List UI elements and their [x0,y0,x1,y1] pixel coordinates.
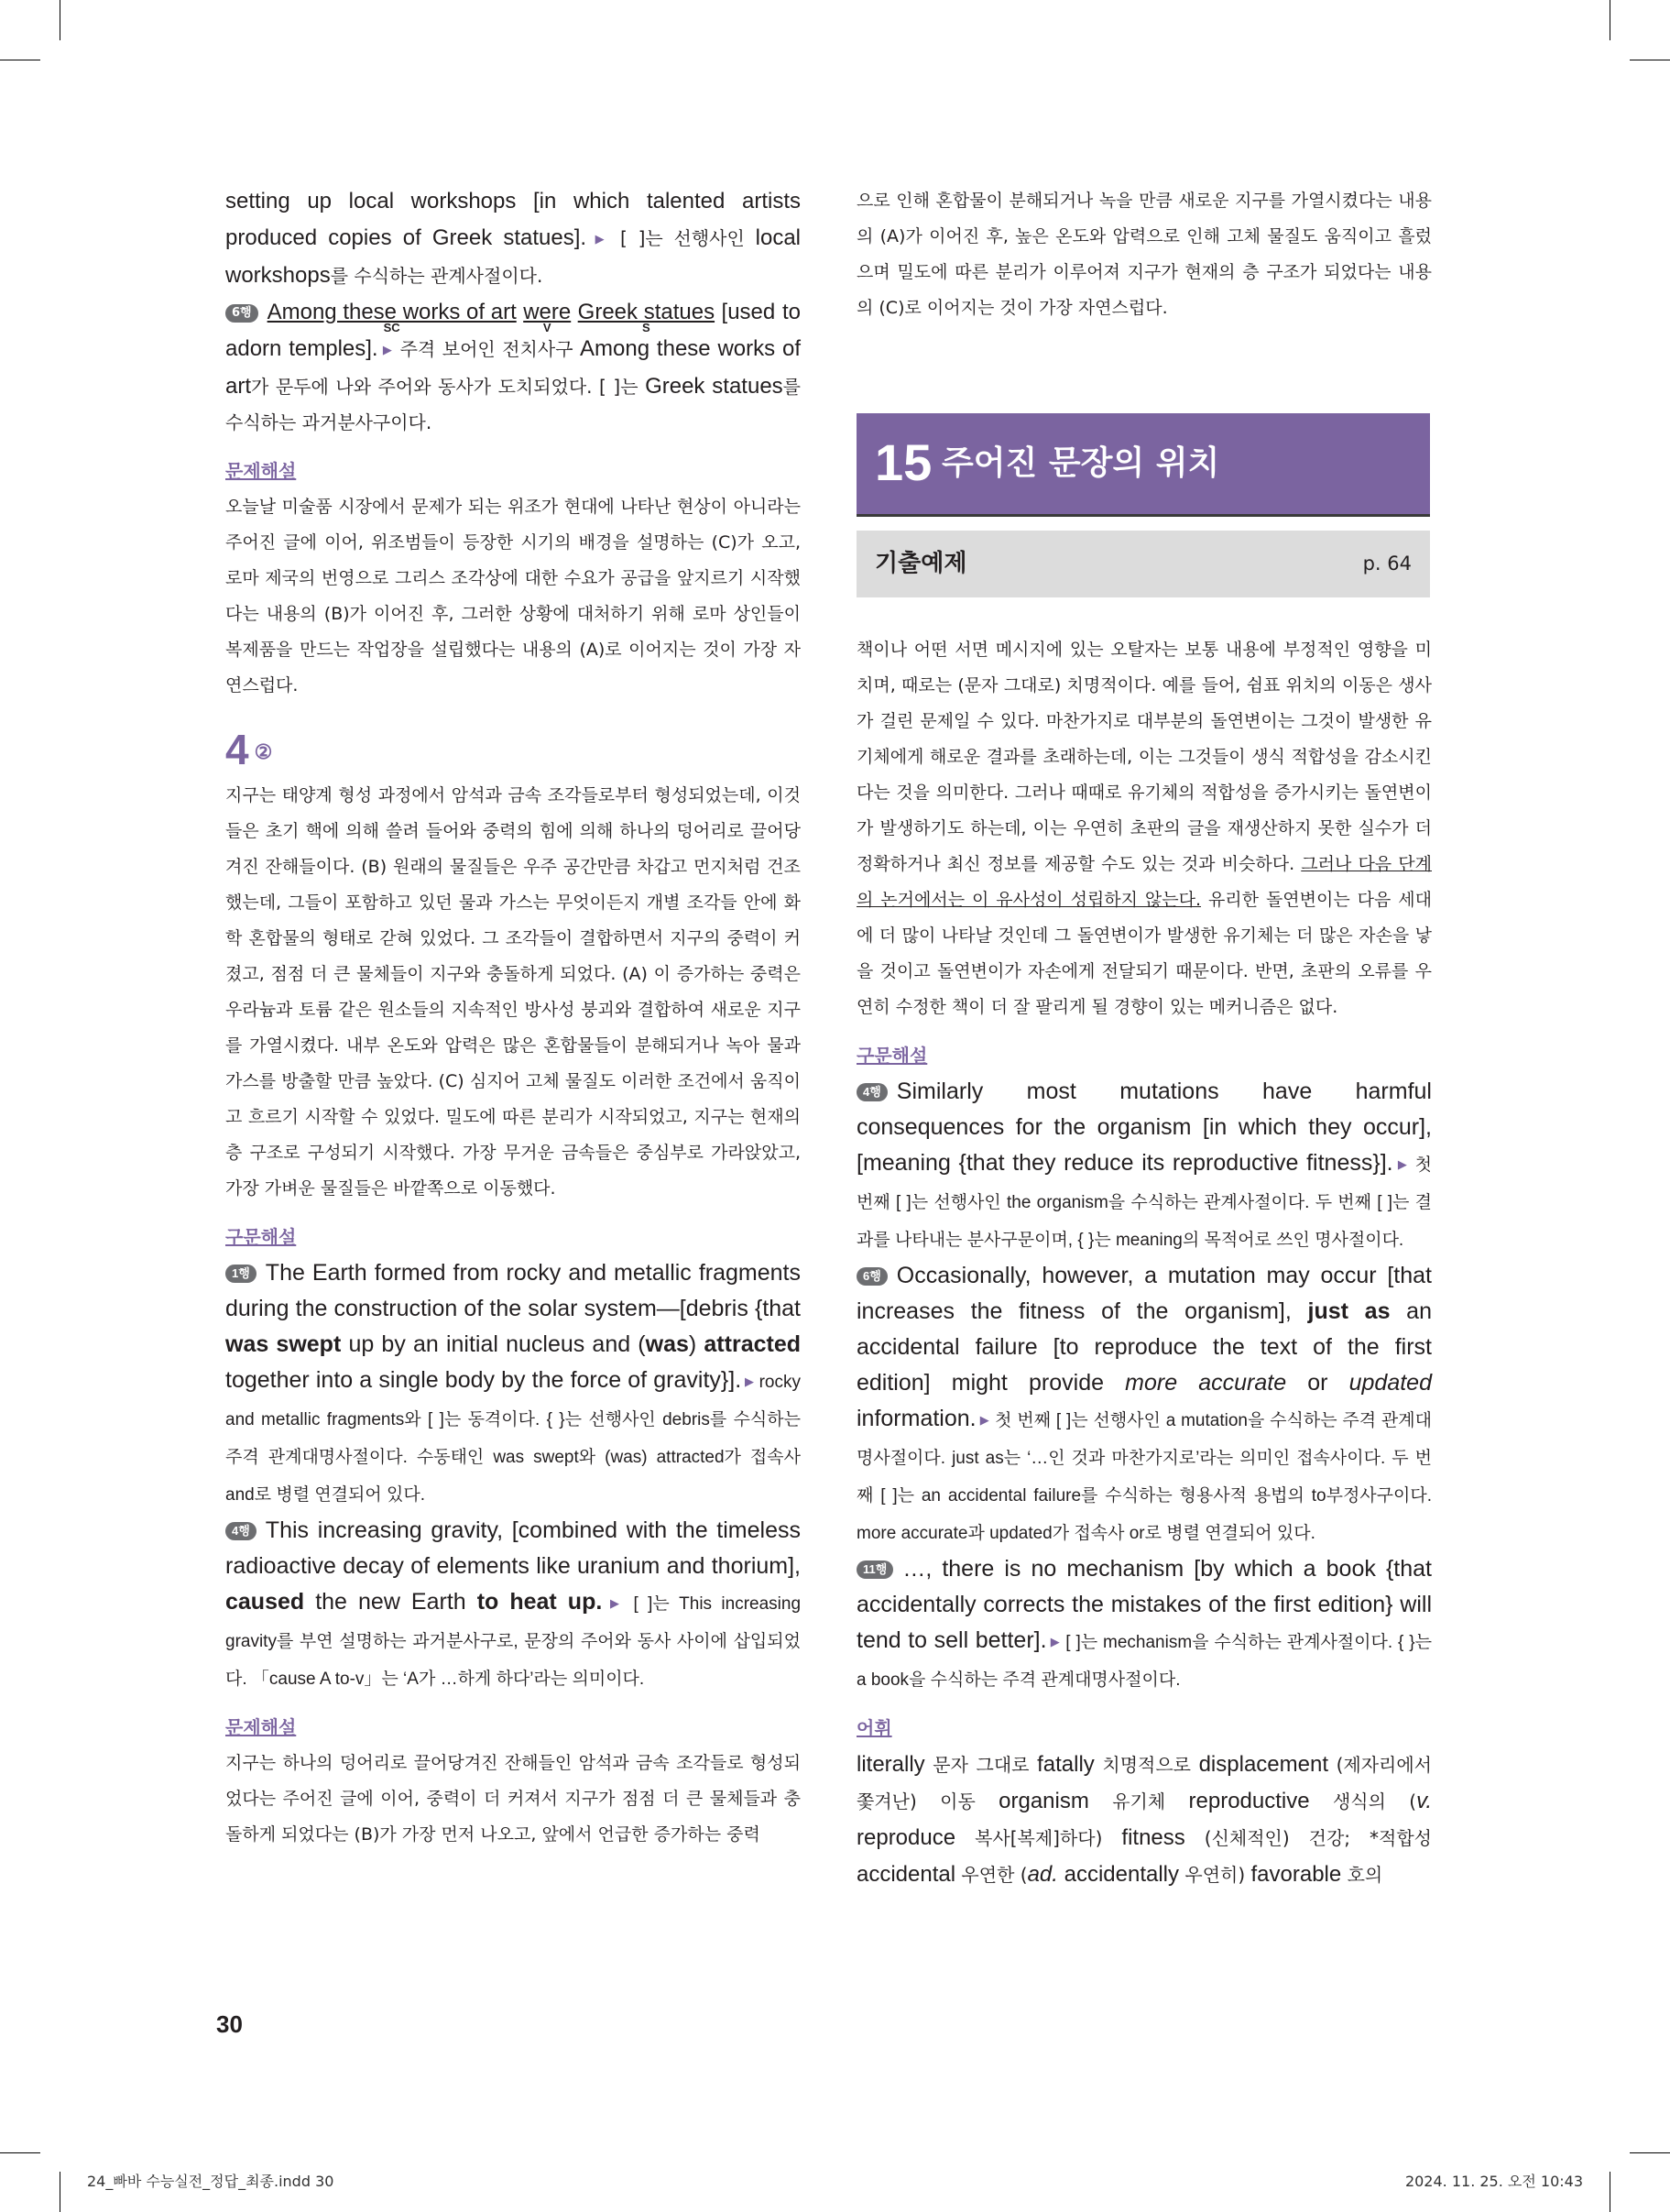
solution-text: 지구는 하나의 덩어리로 끌어당겨진 잔해들인 암석과 금속 조각들로 형성되었다는 주어진 글에 이어, 중력이 더 커져서 지구가 점점 더 큰 물체들과 충돌하게 되었다는 (B)가 가장 먼저 나오고, 앞에서 언급한 증가하는 중력 [225,1753,801,1845]
syntax-line-4: 4행 This increasing gravity, [combined with the timeless radioactive decay of elements like uranium and thorium], caused the new Earth to heat up. ▶ [ ]는 This increasing gravity를 부연 설명하는 과거분사구로, 문장의 주어와 동사 사이에 삽입되었다. 「cause A to-v」는 ‘A가 …하게 하다’라는 의미이다. [225,1517,802,1689]
example-bar [857,531,1430,597]
page-reference: p. 64 [1362,553,1412,575]
syntax-continuation: setting up local workshops [in which talented artists produced copies of Greek statues]. ▶ [ ]는 선행사인 local workshops를 수식하는 관계사절이다. [225,189,801,288]
triangle-icon: ▶ [1046,1635,1061,1648]
section-heading: 문제해설 [225,460,297,482]
question-number: 4 ② [225,726,273,773]
crop-mark [0,2152,40,2153]
triangle-icon: ▶ [602,1596,625,1610]
example-label: 기출예제 [875,550,967,577]
line-badge: 1행 [225,1265,257,1283]
footer-timestamp: 2024. 11. 25. 오전 10:43 [1404,2173,1583,2190]
triangle-icon: ▶ [976,1413,990,1427]
section-heading: 문제해설 [225,1716,297,1738]
triangle-icon: ▶ [1392,1157,1409,1171]
vocabulary-list: literally 문자 그대로 fatally 치명적으로 displacement (제자리에서 쫓겨난) 이동 organism 유기체 reproductive 생식의 (v. reproduce 복사[복제]하다) fitness (신체적인) 건강; *적합성 accidental 우연한 (ad. accidentally 우연히) favorable 호의 [857,1752,1432,1887]
question-title: 주어진 문장의 위치 [942,444,1220,482]
line-badge: 4행 [225,1522,257,1540]
syntax-line-11: 11행 …, there is no mechanism [by which a book {that accidentally corrects the mistakes of the first edition} will tend to sell better]. ▶ [ ]는 mechanism을 수식하는 관계사절이다. { }는 a book을 수식하는 주격 관계대명사절이다. [857,1556,1432,1690]
triangle-icon: ▶ [741,1374,755,1388]
solution-continuation: 으로 인해 혼합물이 분해되거나 녹을 만큼 새로운 지구를 가열시켰다는 내용의 (A)가 이어진 후, 높은 온도와 압력으로 인해 고체 물질도 움직이고 흘렀으며 밀도에 따른 분리가 이루어져 지구가 현재의 층 구조가 되었다는 내용의 (C)로 이어지는 것이 가장 자연스럽다. [857,191,1432,318]
line-badge: 6행 [857,1267,888,1286]
line-badge: 4행 [857,1083,888,1101]
solution-text: 오늘날 미술품 시장에서 문제가 되는 위조가 현대에 나타난 현상이 아니라는 주어진 글에 이어, 위조범들이 등장한 시기의 배경을 설명하는 (C)가 오고, 로마 제국의 번영으로 그리스 조각상에 대한 수요가 공급을 앞지르기 시작했다는 내용의 (B)가 이어진 후, 그러한 상황에 대처하기 위해 로마 상인들이 복제품을 만드는 작업장을 설립했다는 내용의 (A)로 이어지는 것이 가장 자연스럽다. [225,497,801,695]
question-number: 15 [875,433,933,491]
section-heading: 어휘 [857,1717,892,1739]
question-title-band [857,413,1430,514]
syntax-line-6: 6행 Among these works of art SC were V Greek statues S [used to adorn temples]. ▶ 주격 보어인 전치사구 Among these works of art가 문두에 나와 주어와 동사가 도치되었다. [ ]는 Greek statues를 수식하는 과거분사구이다. [225,300,802,433]
translation-text: 지구는 태양계 형성 과정에서 암석과 금속 조각들로부터 형성되었는데, 이것들은 초기 핵에 의해 쓸려 들어와 중력의 힘에 의해 하나의 덩어리로 끌어당겨진 잔해들이다. (B) 원래의 물질들은 우주 공간만큼 차갑고 먼지처럼 건조했는데, 그들이 포함하고 있던 물과 가스는 무엇이든지 개별 조각들 안에 화학 혼합물의 형태로 갇혀 있었다. 그 조각들이 결합하면서 지구의 중력이 커졌고, 점점 더 큰 물체들이 지구와 충돌하게 되었다. (A) 이 증가하는 중력은 우라늄과 토륨 같은 원소들의 지속적인 방사성 붕괴와 결합하여 새로운 지구를 가열시켰다. 내부 온도와 압력은 많은 혼합물들이 분해되거나 녹아 물과 가스를 방출할 만큼 높았다. (C) 심지어 고체 물질도 이러한 조건에서 움직이고 흐르기 시작할 수 있었다. 밀도에 따른 분리가 시작되었고, 지구는 현재의 층 구조로 구성되기 시작했다. 가장 무거운 금속들은 중심부로 가라앉았고, 가장 가벼운 물질들은 바깥쪽으로 이동했다. [225,785,801,1199]
answer-choice: ② [254,740,273,763]
divider [857,514,1430,517]
syntax-line-4: 4행 Similarly most mutations have harmful consequences for the organism [in which they occur], [meaning {that they reduce its reproductive fitness}]. ▶ 첫 번째 [ ]는 선행사인 the organism을 수식하는 관계사절이다. 두 번째 [ ]는 결과를 나타내는 분사구문이며, { }는 meaning의 목적어로 쓰인 명사절이다. [857,1079,1433,1250]
right-column [857,183,1432,326]
section-heading: 구문해설 [225,1226,297,1248]
section-heading: 구문해설 [857,1045,928,1067]
right-column-body [857,632,1432,1893]
crop-mark [1630,2152,1670,2153]
syntax-line-1: 1행 The Earth formed from rocky and metallic fragments during the construction of the solar system—[debris {that was swept up by an initial nucleus and (was) attracted together into a single body by the force of gravity}]. ▶ rocky and metallic fragments와 [ ]는 동격이다. { }는 선행사인 debris를 수식하는 주격 관계대명사절이다. 수동태인 was swept와 (was) attracted가 접속사 and로 병렬 연결되어 있다. [225,1260,801,1505]
footer-filename: 24_빠바 수능실전_정답_최종.indd 30 [87,2173,334,2190]
triangle-icon: ▶ [377,344,394,357]
line-badge: 6행 [225,304,258,323]
triangle-icon: ▶ [586,233,610,246]
translation-text: 책이나 어떤 서면 메시지에 있는 오탈자는 보통 내용에 부정적인 영향을 미치며, 때로는 (문자 그대로) 치명적이다. 예를 들어, 쉼표 위치의 이동은 생사가 걸린 문제일 수 있다. 마찬가지로 대부분의 돌연변이는 그것이 발생한 유기체에게 해로운 결과를 초래하는데, 이는 그것들이 생식 적합성을 감소시킨다는 것을 의미한다. 그러나 때때로 유기체의 적합성을 증가시키는 돌연변이가 발생하기도 하는데, 이는 우연히 초판의 글을 재생산하지 못한 실수가 더 정확하거나 최신 정보를 제공할 수도 있는 것과 비슷하다. 그러나 다음 단계의 논거에서는 이 유사성이 성립하지 않는다. 유리한 돌연변이는 다음 세대에 더 많이 나타날 것인데 그 돌연변이가 발생한 유기체는 더 많은 자손을 낳을 것이고 돌연변이가 자손에게 전달되기 때문이다. 반면, 초판의 오류를 우연히 수정한 책이 더 잘 팔리게 될 경향이 있는 메커니즘은 없다. [857,640,1432,1017]
page-number: 30 [216,2010,243,2038]
left-column [225,183,801,1853]
syntax-line-6: 6행 Occasionally, however, a mutation may occur [that increases the fitness of the organism], just as an accidental failure [to reproduce the text of the first edition] might provide more accurate or updated information. ▶ 첫 번째 [ ]는 선행사인 a mutation을 수식하는 주격 관계대명사절이다. just as는 ‘…인 것과 마찬가지로’라는 의미인 접속사이다. 두 번째 [ ]는 an accidental failure를 수식하는 형용사적 용법의 to부정사구이다. more accurate과 updated가 접속사 or로 병렬 연결되어 있다. [857,1263,1432,1543]
line-badge: 11행 [857,1560,893,1579]
